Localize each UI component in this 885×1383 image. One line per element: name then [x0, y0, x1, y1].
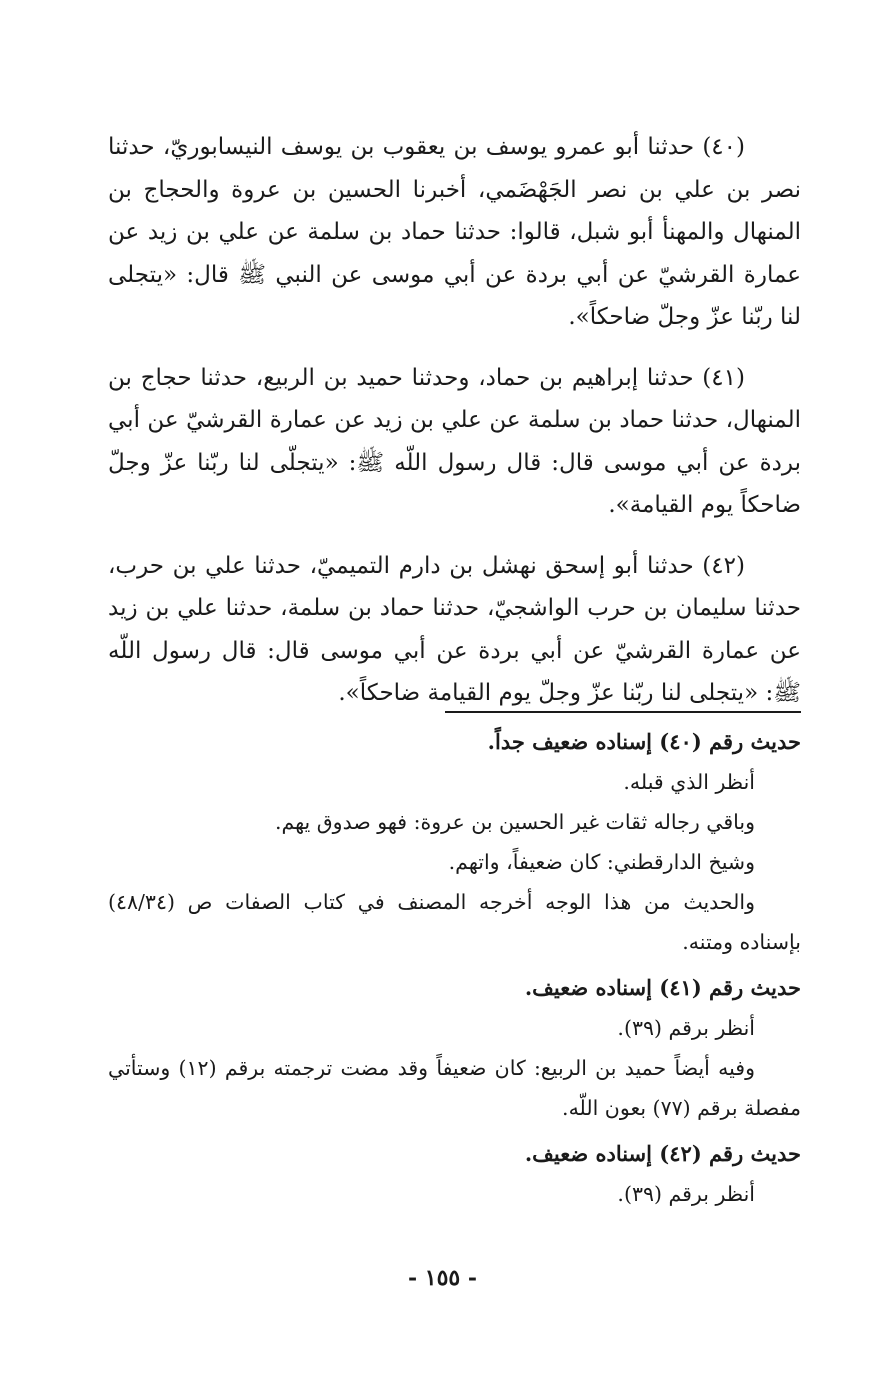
- page-number: - ١٥٥ -: [407, 1265, 478, 1291]
- note-line: أنظر الذي قبله.: [623, 770, 755, 794]
- note-line: أنظر برقم (٣٩).: [617, 1016, 755, 1040]
- footnotes-block: [108, 722, 801, 1220]
- note-hadith-40: [108, 722, 801, 962]
- hadith-42: (٤٢) حدثنا أبو إسحق نهشل بن دارم التميميّ، حدثنا علي بن حرب، حدثنا سليمان بن حرب الواشجيّ، حدثنا حماد بن سلمة، حدثنا علي بن زيد عن عمارة القرشيّ عن أبي بردة عن أبي موسى قال: قال رسول اللّه ﷺ: «يتجلى لنا ربّنا عزّ وجلّ يوم القيامة ضاحكاً».: [108, 552, 801, 706]
- footnote-divider: [445, 711, 801, 713]
- note-hadith-42: [108, 1134, 801, 1214]
- note-heading: حديث رقم (٤٠) إسناده ضعيف جداً.: [487, 729, 801, 754]
- note-line: وباقي رجاله ثقات غير الحسين بن عروة: فهو صدوق يهم.: [274, 810, 755, 834]
- note-heading: حديث رقم (٤٢) إسناده ضعيف.: [524, 1141, 801, 1166]
- note-heading: حديث رقم (٤١) إسناده ضعيف.: [524, 975, 801, 1000]
- note-line: وفيه أيضاً حميد بن الربيع: كان ضعيفاً وقد مضت ترجمته برقم (١٢) وستأتي مفصلة برقم (٧٧) بعون اللّه.: [108, 1056, 801, 1120]
- note-hadith-41: [108, 968, 801, 1128]
- note-line: أنظر برقم (٣٩).: [617, 1182, 755, 1206]
- hadith-41: (٤١) حدثنا إبراهيم بن حماد، وحدثنا حميد بن الربيع، حدثنا حجاج بن المنهال، حدثنا حماد بن سلمة عن علي بن زيد عن عمارة القرشيّ عن أبي بردة عن أبي موسى قال: قال رسول اللّه ﷺ: «يتجلّى لنا ربّنا عزّ وجلّ ضاحكاً يوم القيامة».: [108, 364, 801, 518]
- hadith-40: (٤٠) حدثنا أبو عمرو يوسف بن يعقوب بن يوسف النيسابوريّ، حدثنا نصر بن علي بن نصر الجَهْضَمي، أخبرنا الحسين بن عروة والحجاج بن المنهال والمهنأ أبو شبل، قالوا: حدثنا حماد بن سلمة عن علي بن زيد عن عمارة القرشيّ عن أبي بردة عن أبي موسى عن النبي ﷺ قال: «يتجلى لنا ربّنا عزّ وجلّ ضاحكاً».: [108, 134, 801, 330]
- note-line: والحديث من هذا الوجه أخرجه المصنف في كتاب الصفات ص (٤٨/٣٤) بإسناده ومتنه.: [108, 890, 801, 954]
- note-line: وشيخ الدارقطني: كان ضعيفاً، واتهم.: [448, 850, 755, 874]
- hadith-text-block: [108, 126, 801, 733]
